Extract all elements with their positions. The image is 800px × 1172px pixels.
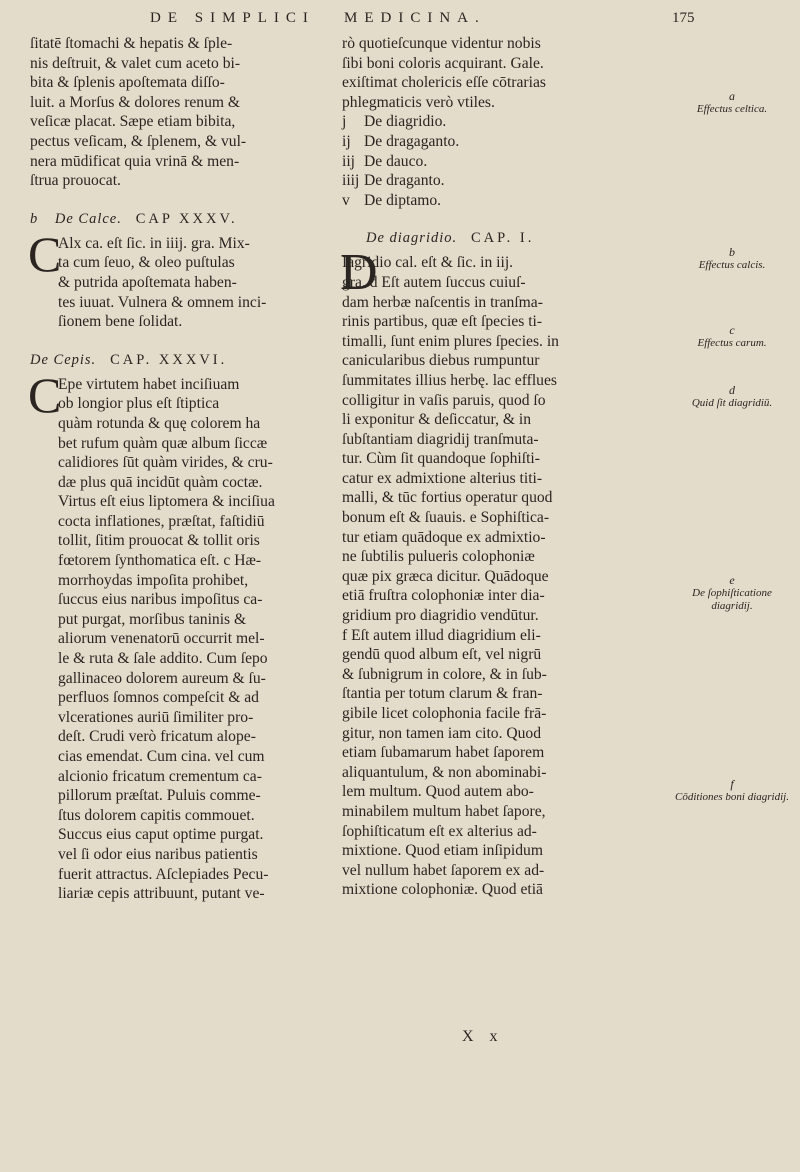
text-line: bita & ſplenis apoſtemata diſſo- — [30, 74, 225, 92]
text-line: Epe virtutem habet inciſiuam — [58, 375, 240, 393]
chapter-list-number: iij — [342, 152, 355, 170]
drop-cap: D — [340, 244, 378, 302]
text-line: Succus eius caput optime purgat. — [58, 826, 264, 844]
text-line: veſicæ placat. Sæpe etiam bibita, — [30, 113, 236, 131]
margin-note: e De ſophiſticatione diagridij. — [692, 573, 772, 612]
chapter-list-number: iiij — [342, 172, 360, 190]
margin-marker: b — [30, 210, 39, 227]
text-line: rò quotieſcunque videntur nobis — [342, 35, 541, 52]
text-line: colligitur in vaſis paruis, quod ſo — [342, 391, 546, 409]
page-number: 175 — [672, 10, 695, 26]
chapter-title: De diagridio. — [366, 230, 458, 247]
text-line: ſuccus eius naribus impoſitus ca- — [58, 591, 263, 609]
chapter-number: CAP XXXV. — [135, 210, 238, 227]
chapter-list-title: De diagridio. — [364, 113, 447, 131]
text-line: luit. a Morſus & dolores renum & — [30, 93, 241, 111]
margin-note: a Effectus celtica. — [696, 89, 768, 115]
chapter-heading-de-cepis — [30, 352, 338, 369]
text-line: Alx ca. eſt ſic. in iiij. gra. Mix- — [58, 234, 250, 252]
chapter-list-item — [342, 152, 634, 172]
left-column — [30, 34, 338, 904]
text-line: bonum eſt & ſuauis. e Sophiſtica- — [342, 509, 550, 527]
chapter-list — [342, 112, 634, 210]
text-line: quàm rotunda & quę colorem ha — [58, 414, 261, 432]
text-line: & ſubnigrum in colore, & in ſub- — [342, 665, 547, 683]
text-line: ta cum ſeuo, & oleo puſtulas — [58, 254, 235, 272]
text-line: gridium pro diagridio vendūtur. — [342, 607, 539, 625]
text-line: vel ſi odor eius naribus patientis — [58, 845, 258, 863]
text-line: aliorum venenatorū occurrit mel- — [58, 630, 265, 648]
text-line: rinis partibus, quæ eſt ſpecies ti- — [342, 313, 543, 331]
text-line: le & ruta & ſale addito. Cum ſepo — [58, 650, 268, 668]
text-line: canicularibus diebus rumpuntur — [342, 352, 540, 370]
text-line: minabilem multum habet ſapore, — [342, 802, 546, 820]
text-line: dæ plus quā incidūt quàm coctæ. — [58, 473, 263, 491]
text-line: ſophiſticatum eſt ex alterius ad- — [342, 822, 537, 840]
text-line: pillorum præſtat. Puluis comme- — [58, 787, 261, 805]
text-line: quæ pix græca dicitur. Quādoque — [342, 567, 549, 585]
chapter-list-item — [342, 112, 634, 132]
text-line: dam herbæ naſcentis in tranſma- — [342, 293, 543, 311]
text-line: gibile licet colophonia facile frā- — [342, 705, 547, 722]
text-line: ſitatē ſtomachi & hepatis & ſple- — [30, 35, 233, 52]
chapter-list-item — [342, 132, 634, 152]
paragraph-galen — [342, 34, 634, 112]
chapter-list-number: ij — [342, 132, 351, 150]
chapter-list-number: v — [342, 191, 350, 209]
text-line: fœtorem ſynthomatica eſt. c Hæ- — [58, 552, 262, 570]
text-line: nera mūdificat quia vrinā & men- — [30, 152, 240, 170]
signature-mark: X x — [462, 1028, 504, 1045]
text-line: vel nullum habet ſaporem ex ad- — [342, 861, 545, 879]
text-line: mixtione colophoniæ. Quod etiā — [342, 881, 543, 899]
text-line: etiam ſubamarum habet ſaporem — [342, 744, 545, 762]
text-line: pectus veſicam, & ſplenem, & vul- — [30, 132, 247, 150]
text-line: tur etiam quādoque ex admixtio- — [342, 528, 546, 546]
chapter-list-item — [342, 191, 634, 211]
text-line: gra. d Eſt autem ſuccus cuiuſ- — [342, 273, 526, 291]
text-line: ſionem bene ſolidat. — [58, 313, 183, 331]
text-line: ſubſtantiam diagridij tranſmuta- — [342, 430, 539, 448]
text-line: tes iuuat. Vulnera & omnem inci- — [58, 293, 267, 311]
chapter-title: De Cepis. — [30, 351, 97, 368]
text-line: nis deſtruit, & valet cum aceto bi- — [30, 54, 241, 72]
text-line: tollit, ſitim prouocat & tollit oris — [58, 532, 260, 550]
paragraph-spleen — [30, 34, 338, 191]
running-head-left: DE SIMPLICI — [150, 10, 315, 26]
text-line: li exponitur & deſiccatur, & in — [342, 411, 532, 429]
text-line: phlegmaticis verò vtiles. — [342, 93, 495, 111]
drop-cap: C — [28, 225, 62, 282]
text-line: perfluos ſomnos compeſcit & ad — [58, 689, 259, 707]
text-line: Iagridio cal. eſt & ſic. in iij. — [342, 254, 514, 272]
drop-cap: C — [28, 366, 62, 423]
text-line: & putrida apoſtemata haben- — [58, 273, 237, 291]
text-line: fuerit attractus. Aſclepiades Pecu- — [58, 865, 269, 883]
text-line: gallinaceo dolorem aureum & ſu- — [58, 669, 266, 687]
text-line: bet rufum quàm quæ album ſiccæ — [58, 434, 268, 452]
text-line: vlcerationes auriū ſimiliter pro- — [58, 708, 254, 726]
text-line: gendū quod album eſt, vel nigrū — [342, 646, 542, 664]
text-line: cocta inflationes, præſtat, faſtidiū — [58, 512, 265, 530]
text-line: etiā fruſtra colophoniæ inter dia- — [342, 587, 545, 605]
text-line: gitur, non tamen iam cito. Quod — [342, 724, 542, 742]
chapter-list-title: De dragaganto. — [364, 132, 460, 150]
text-line: ſibi boni coloris acquirant. Gale. — [342, 54, 544, 72]
text-line: ſtrua prouocat. — [30, 172, 121, 190]
chapter-title: De Calce. — [54, 210, 122, 227]
paragraph-diagridio — [340, 244, 634, 900]
text-line: cias emendat. Cum cina. vel cum — [58, 748, 265, 765]
text-line: mixtione. Quod etiam inſipidum — [342, 842, 543, 860]
text-line: malli, & tūc fortius operatur quod — [342, 489, 553, 507]
chapter-number: CAP. I. — [471, 230, 535, 247]
text-line: ſtus dolorem capitis commouet. — [58, 806, 255, 824]
text-line: ob longior plus eſt ſtiptica — [58, 395, 220, 413]
paragraph-cepis — [28, 366, 338, 904]
margin-note: f Cōditiones boni diagridij. — [675, 777, 789, 803]
text-line: ne ſubtilis pulueris colophoniæ — [342, 548, 535, 566]
text-line: timalli, ſunt enim plures ſpecies. in — [342, 332, 559, 350]
chapter-list-item — [342, 171, 634, 191]
chapter-heading-de-diagridio — [342, 230, 634, 247]
text-line: catur ex admixtione alterius titi- — [342, 469, 543, 487]
text-line: put purgat, morſibus taninis & — [58, 610, 247, 628]
text-line: f Eſt autem illud diagridium eli- — [342, 626, 541, 644]
text-line: liariæ cepis attribuunt, putant ve- — [58, 885, 265, 903]
chapter-list-title: De draganto. — [364, 172, 445, 190]
paragraph-calce — [28, 225, 338, 332]
text-line: aliquantulum, & non abominabi- — [342, 763, 547, 781]
text-line: deſt. Crudi verò fricatum alope- — [58, 728, 256, 746]
chapter-list-number: j — [342, 113, 347, 131]
margin-note: b Effectus calcis. — [698, 245, 766, 271]
text-line: tur. Cùm ſit quandoque ſophiſti- — [342, 450, 540, 468]
chapter-list-title: De diptamo. — [364, 191, 442, 209]
text-line: ſtantia per totum clarum & fran- — [342, 685, 543, 703]
running-head-right: MEDICINA. — [344, 10, 486, 26]
margin-note: c Effectus carum. — [697, 323, 767, 349]
chapter-list-title: De dauco. — [364, 152, 428, 170]
text-line: calidiores ſūt quàm virides, & cru- — [58, 454, 273, 472]
chapter-heading-de-calce — [30, 211, 338, 228]
text-line: lem multum. Quod autem abo- — [342, 783, 534, 801]
text-line: morrhoydas impoſita prohibet, — [58, 571, 249, 589]
right-column — [342, 34, 634, 900]
margin-note: d Quid ſit diagridiū. — [691, 383, 773, 409]
text-line: ſummitates illius herbę. lac efflues — [342, 371, 557, 389]
text-line: alcionio fricatum crementum ca- — [58, 767, 262, 785]
text-line: exiſtimat cholericis eſſe cōtrarias — [342, 74, 546, 92]
text-line: Virtus eſt eius liptomera & inciſiua — [58, 493, 275, 511]
chapter-number: CAP. XXXVI. — [110, 351, 228, 368]
